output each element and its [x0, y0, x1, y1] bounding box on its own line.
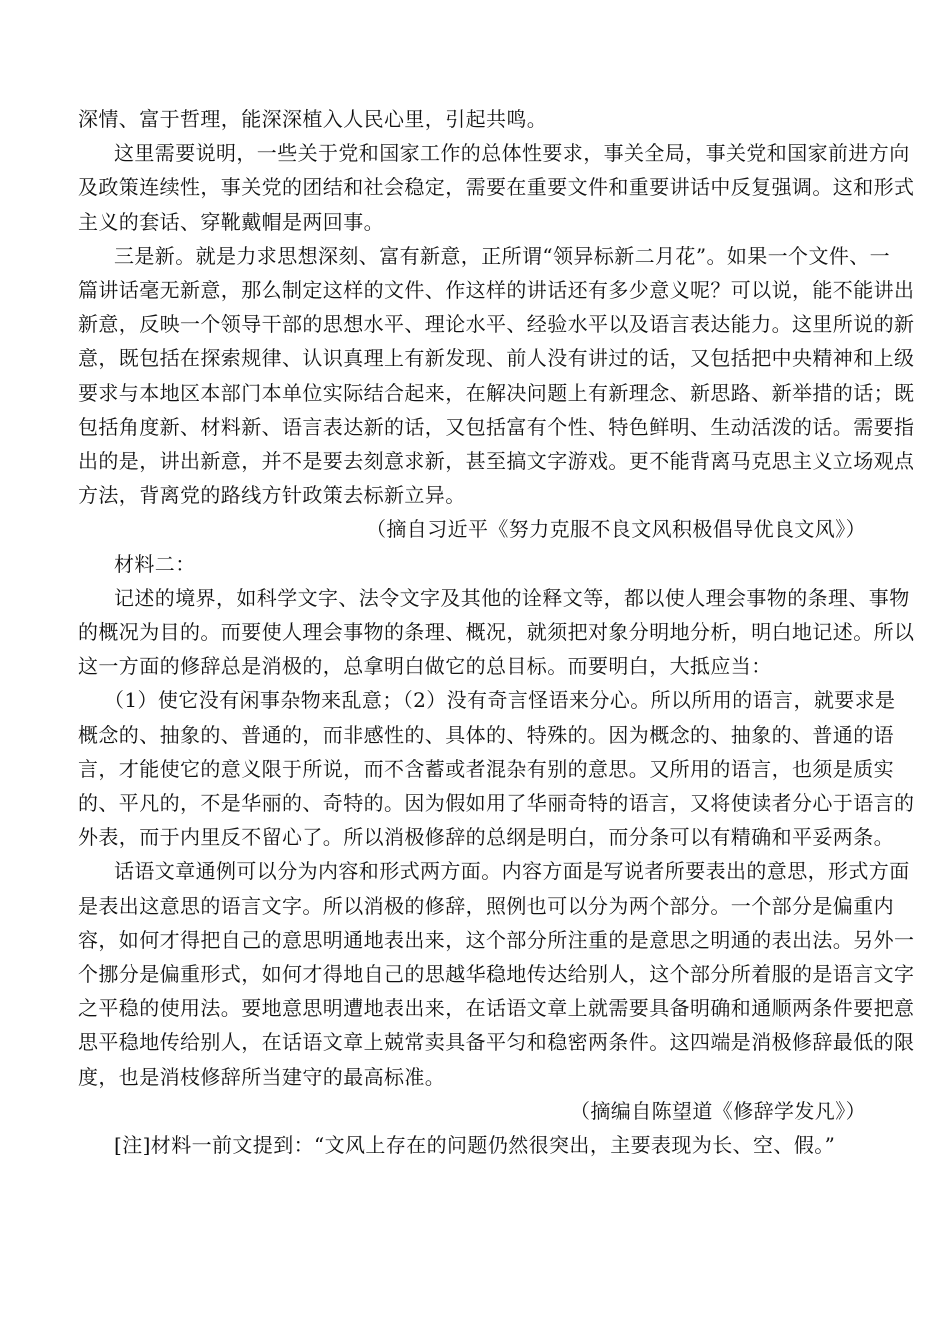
paragraph-start-line: （1）使它没有闲事杂物来乱意；（2）没有奇言怪语来分心。所以所用的语言，就要求是 [104, 688, 896, 713]
text-line: 新意，反映一个领导干部的思想水平、理论水平、经验水平以及语言表达能力。这里所说的新 [78, 312, 915, 337]
text-line: 及政策连续性，事关党的团结和社会稳定，需要在重要文件和重要讲话中反复强调。这和形式 [78, 175, 915, 200]
paragraph-start-line: 话语文章通例可以分为内容和形式两方面。内容方面是写说者所要表出的意思，形式方面 [114, 859, 910, 884]
text-line: 方法，背离党的路线方针政策去标新立异。 [78, 483, 466, 508]
text-line: 度，也是消枝修辞所当建守的最高标准。 [78, 1064, 446, 1089]
text-line: 之平稳的使用法。要地意思明遭地表出来，在话语文章上就需要具备明确和通顺两条件要把意 [78, 996, 915, 1021]
section-heading: 材料二： [114, 551, 196, 576]
paragraph-start-line: 记述的境界，如科学文字、法令文字及其他的诠释文等，都以使人理会事物的条理、事物 [114, 585, 910, 610]
text-line: 的概况为目的。而要使人理会事物的条理、概况，就须把对象分明地分析，明白地记述。所以 [78, 620, 915, 645]
text-line: 要求与本地区本部门本单位实际结合起来，在解决问题上有新理念、新思路、新举措的话；既 [78, 380, 915, 405]
text-line: 主义的套话、穿靴戴帽是两回事。 [78, 209, 384, 234]
footnote: [注]材料一前文提到：“文风上存在的问题仍然很突出，主要表现为长、空、假。” [114, 1133, 836, 1158]
text-line: 出的是，讲出新意，并不是要去刻意求新，甚至搞文字游戏。更不能背离马克思主义立场观点 [78, 449, 915, 474]
text-line: 个挪分是偏重形式，如何才得地自己的思越华稳地传达给别人，这个部分所着服的是语言文字 [78, 962, 915, 987]
source-citation: （摘自习近平《努力克服不良文风积极倡导优良文风》） [366, 517, 866, 542]
text-line: 篇讲话毫无新意，那么制定这样的文件、作这样的讲话还有多少意义呢？可以说，能不能讲出 [78, 278, 915, 303]
document-page [78, 102, 915, 1162]
paragraph-start-line: 这里需要说明，一些关于党和国家工作的总体性要求，事关全局，事关党和国家前进方向 [114, 141, 910, 166]
text-line: 言，才能使它的意义限于所说，而不含蓄或者混杂有别的意思。又所用的语言，也须是质实 [78, 756, 894, 781]
text-line: 外表，而于内里反不留心了。所以消极修辞的总纲是明白，而分条可以有精确和平妥两条。 [78, 825, 894, 850]
text-line: 是表出这意思的语言文字。所以消极的修辞，照例也可以分为两个部分。一个部分是偏重内 [78, 893, 894, 918]
text-line: 这一方面的修辞总是消极的，总拿明白做它的总目标。而要明白，大抵应当： [78, 654, 772, 679]
source-citation: （摘编自陈望道《修辞学发凡》） [570, 1098, 866, 1123]
text-line: 概念的、抽象的、普通的，而非感性的、具体的、特殊的。因为概念的、抽象的、普通的语 [78, 722, 894, 747]
text-line: 意，既包括在探索规律、认识真理上有新发现、前人没有讲过的话，又包括把中央精神和上级 [78, 346, 915, 371]
text-line: 包括角度新、材料新、语言表达新的话，又包括富有个性、特色鲜明、生动活泼的话。需要指 [78, 414, 915, 439]
text-line: 容，如何才得把自己的意思明通地表出来，这个部分所注重的是意思之明通的表出法。另外一 [78, 927, 915, 952]
text-line: 思平稳地传给别人，在话语文章上兢常卖具备平匀和稳密两条件。这四端是消极修辞最低的限 [78, 1030, 915, 1055]
text-line: 的、平凡的，不是华丽的、奇特的。因为假如用了华丽奇特的语言，又将使读者分心于语言的 [78, 791, 915, 816]
paragraph-start-line: 三是新。就是力求思想深刻、富有新意，正所谓“领异标新二月花”。如果一个文件、一 [114, 243, 891, 268]
text-line: 深情、富于哲理，能深深植入人民心里，引起共鸣。 [78, 107, 548, 131]
